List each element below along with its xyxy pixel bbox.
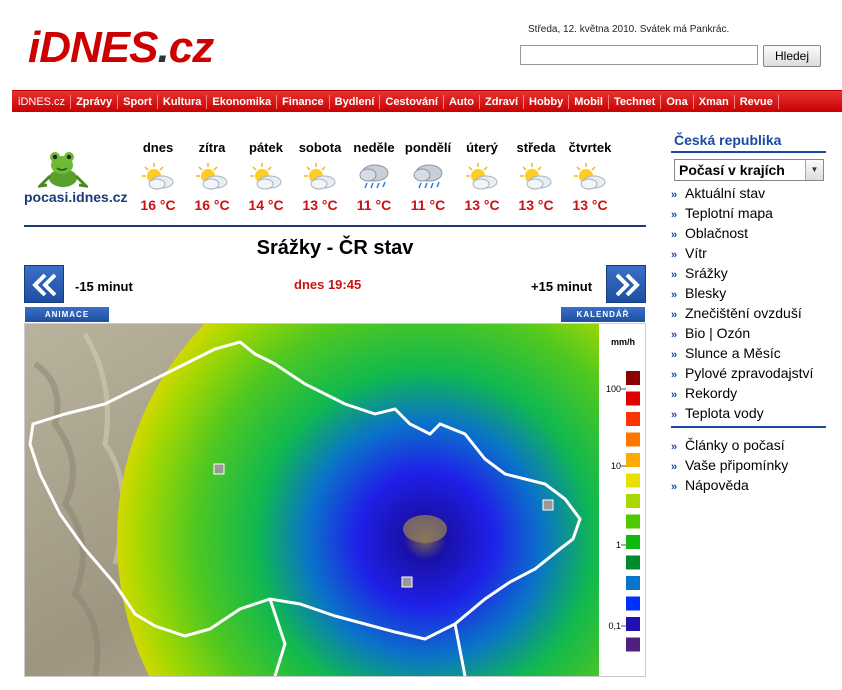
region-select-value: Počasí v krajích bbox=[679, 162, 785, 178]
sidebar-link-label: Znečištění ovzduší bbox=[685, 305, 802, 321]
forecast-day-0[interactable] bbox=[128, 140, 188, 213]
legend-swatch bbox=[626, 392, 640, 406]
dateline: Středa, 12. května 2010. Svátek má Pankrác. bbox=[528, 24, 730, 35]
prev-15-label[interactable]: -15 minut bbox=[75, 279, 133, 294]
double-chevron-right-icon: » bbox=[671, 409, 678, 421]
nav-item-7[interactable]: Cestování bbox=[380, 95, 444, 109]
double-chevron-right-icon: » bbox=[671, 209, 678, 221]
double-chevron-left-icon bbox=[25, 266, 65, 304]
sidebar-link-1[interactable] bbox=[671, 455, 788, 475]
partly-sunny-icon bbox=[303, 161, 337, 191]
legend-swatch bbox=[626, 412, 640, 426]
sidebar-link-label: Vítr bbox=[685, 245, 707, 261]
forecast-day-name: pátek bbox=[249, 140, 283, 155]
legend-swatch bbox=[626, 597, 640, 611]
forecast-temp: 11 °C bbox=[410, 197, 446, 213]
sidebar-link-0[interactable] bbox=[671, 183, 813, 203]
nav-item-4[interactable]: Ekonomika bbox=[207, 95, 277, 109]
legend-swatch bbox=[626, 371, 640, 385]
current-time-label: dnes 19:45 bbox=[294, 277, 362, 292]
sidebar-link-label: Vaše připomínky bbox=[685, 457, 789, 473]
brand-domain: .idnes bbox=[68, 189, 109, 205]
logo-cz: cz bbox=[168, 23, 214, 72]
forecast-temp: 13 °C bbox=[302, 197, 338, 213]
legend-swatch bbox=[626, 617, 640, 631]
nav-item-15[interactable]: Revue bbox=[735, 95, 779, 109]
forecast-divider bbox=[24, 225, 646, 227]
legend-tick-label: 1 bbox=[615, 540, 621, 550]
brand-name: pocasi bbox=[24, 189, 69, 205]
forecast-day-2[interactable] bbox=[236, 140, 296, 213]
forecast-day-name: středa bbox=[516, 140, 556, 155]
forecast-day-name: dnes bbox=[142, 140, 174, 155]
nav-item-12[interactable]: Technet bbox=[609, 95, 661, 109]
sidebar-link-6[interactable] bbox=[671, 303, 813, 323]
forecast-temp: 11 °C bbox=[356, 197, 392, 213]
brand-tld: .cz bbox=[108, 189, 128, 205]
nav-item-11[interactable]: Mobil bbox=[569, 95, 609, 109]
double-chevron-right-icon: » bbox=[671, 309, 678, 321]
sidebar-link-label: Teplota vody bbox=[685, 405, 764, 421]
forecast-day-name: úterý bbox=[466, 140, 498, 155]
rain-cloud-icon bbox=[357, 161, 391, 191]
forecast-day-7[interactable] bbox=[506, 140, 566, 213]
sidebar-link-label: Blesky bbox=[685, 285, 727, 301]
search-button[interactable]: Hledej bbox=[763, 45, 821, 67]
sidebar-link-label: Rekordy bbox=[685, 385, 738, 401]
double-chevron-right-icon: » bbox=[671, 369, 678, 381]
double-chevron-right-icon: » bbox=[671, 269, 678, 281]
legend-unit-label: mm/h bbox=[610, 337, 636, 347]
legend-swatch bbox=[626, 556, 640, 570]
forecast-temp: 13 °C bbox=[518, 197, 554, 213]
sidebar-link-0[interactable] bbox=[671, 435, 788, 455]
sidebar-link-9[interactable] bbox=[671, 363, 813, 383]
sidebar-link-label: Slunce a Měsíc bbox=[685, 345, 781, 361]
legend-tick-label: 10 bbox=[610, 461, 621, 471]
search-input[interactable] bbox=[520, 45, 758, 65]
legend-swatch bbox=[626, 576, 640, 590]
sidebar-link-label: Bio | Ozón bbox=[685, 325, 751, 341]
forecast-temp: 16 °C bbox=[194, 197, 230, 213]
nav-item-3[interactable]: Kultura bbox=[158, 95, 208, 109]
partly-sunny-icon bbox=[141, 161, 175, 191]
nav-item-0[interactable]: iDNES.cz bbox=[12, 95, 71, 109]
prev-arrow-button[interactable] bbox=[24, 265, 64, 303]
sidebar-link-5[interactable] bbox=[671, 283, 813, 303]
legend-swatch bbox=[626, 453, 640, 467]
sidebar-link-label: Teplotní mapa bbox=[685, 205, 773, 221]
sidebar-link-1[interactable] bbox=[671, 203, 813, 223]
sidebar-link-3[interactable] bbox=[671, 243, 813, 263]
region-select[interactable] bbox=[674, 159, 824, 181]
forecast-day-name: zítra bbox=[198, 140, 226, 155]
sidebar-links-secondary bbox=[671, 435, 788, 495]
chevron-down-icon[interactable]: ▼ bbox=[805, 160, 823, 180]
sidebar-link-label: Články o počasí bbox=[685, 437, 785, 453]
sidebar-link-7[interactable] bbox=[671, 323, 813, 343]
forecast-day-4[interactable] bbox=[344, 140, 404, 213]
legend-swatch bbox=[626, 535, 640, 549]
rain-cloud-icon bbox=[411, 161, 445, 191]
sidebar-link-label: Nápověda bbox=[685, 477, 749, 493]
next-15-label[interactable]: +15 minut bbox=[531, 279, 593, 294]
double-chevron-right-icon: » bbox=[671, 441, 678, 453]
double-chevron-right-icon: » bbox=[671, 349, 678, 361]
sidebar-link-10[interactable] bbox=[671, 383, 813, 403]
brand-text bbox=[24, 189, 128, 205]
double-chevron-right-icon: » bbox=[671, 249, 678, 261]
partly-sunny-icon bbox=[573, 161, 607, 191]
forecast-temp: 13 °C bbox=[572, 197, 608, 213]
sidebar-title[interactable]: Česká republika bbox=[674, 132, 782, 148]
double-chevron-right-icon: » bbox=[671, 461, 678, 473]
nav-item-9[interactable]: Zdraví bbox=[480, 95, 524, 109]
partly-sunny-icon bbox=[249, 161, 283, 191]
sidebar-link-label: Aktuální stav bbox=[685, 185, 766, 201]
legend-tick-label: 100 bbox=[605, 384, 621, 394]
sidebar-link-8[interactable] bbox=[671, 343, 813, 363]
sidebar-divider-middle bbox=[671, 426, 826, 428]
forecast-day-6[interactable] bbox=[452, 140, 512, 213]
sidebar-link-2[interactable] bbox=[671, 223, 813, 243]
radar-map[interactable] bbox=[24, 323, 646, 677]
forecast-temp: 14 °C bbox=[248, 197, 284, 213]
main-nav bbox=[12, 90, 842, 112]
nav-item-5[interactable]: Finance bbox=[277, 95, 330, 109]
forecast-temp: 16 °C bbox=[140, 197, 176, 213]
partly-sunny-icon bbox=[519, 161, 553, 191]
legend-swatch bbox=[626, 494, 640, 508]
logo-dnes: DNES bbox=[39, 23, 158, 72]
double-chevron-right-icon: » bbox=[671, 481, 678, 493]
radar-title: Srážky - ČR stav bbox=[256, 237, 414, 259]
legend-swatch bbox=[626, 515, 640, 529]
double-chevron-right-icon: » bbox=[671, 189, 678, 201]
forecast-day-3[interactable] bbox=[290, 140, 350, 213]
double-chevron-right-icon: » bbox=[671, 389, 678, 401]
forecast-day-8[interactable] bbox=[560, 140, 620, 213]
sidebar-link-label: Oblačnost bbox=[685, 225, 749, 241]
forecast-day-1[interactable] bbox=[182, 140, 242, 213]
idnes-logo[interactable] bbox=[28, 24, 213, 72]
sidebar-link-2[interactable] bbox=[671, 475, 788, 495]
nav-item-14[interactable]: Xman bbox=[694, 95, 735, 109]
radar-image bbox=[25, 324, 645, 676]
next-arrow-button[interactable] bbox=[606, 265, 646, 303]
forecast-temp: 13 °C bbox=[464, 197, 500, 213]
pocasi-logo[interactable] bbox=[24, 148, 139, 210]
forecast-day-5[interactable] bbox=[398, 140, 458, 213]
logo-dot: . bbox=[157, 23, 169, 72]
sidebar-links bbox=[671, 183, 813, 423]
sidebar-link-11[interactable] bbox=[671, 403, 813, 423]
forecast-day-name: čtvrtek bbox=[568, 140, 612, 155]
legend-tick-label: 0,1 bbox=[608, 621, 621, 631]
double-chevron-right-icon: » bbox=[671, 229, 678, 241]
nav-item-6[interactable]: Bydlení bbox=[330, 95, 381, 109]
logo-i: i bbox=[28, 23, 40, 72]
legend-swatch bbox=[626, 474, 640, 488]
nav-item-8[interactable]: Auto bbox=[444, 95, 480, 109]
forecast-day-name: pondělí bbox=[404, 140, 452, 155]
nav-item-13[interactable]: Ona bbox=[661, 95, 693, 109]
nav-item-1[interactable]: Zprávy bbox=[71, 95, 118, 109]
double-chevron-right-icon: » bbox=[671, 329, 678, 341]
forecast-day-name: sobota bbox=[298, 140, 342, 155]
animation-tab[interactable]: ANIMACE bbox=[25, 307, 109, 322]
legend-swatch bbox=[626, 638, 640, 652]
double-chevron-right-icon: » bbox=[671, 289, 678, 301]
forecast-day-name: neděle bbox=[353, 140, 395, 155]
sidebar-link-label: Pylové zpravodajství bbox=[685, 365, 814, 381]
partly-sunny-icon bbox=[195, 161, 229, 191]
double-chevron-right-icon bbox=[607, 266, 647, 304]
sidebar-divider-top bbox=[671, 151, 826, 153]
nav-item-2[interactable]: Sport bbox=[118, 95, 158, 109]
partly-sunny-icon bbox=[465, 161, 499, 191]
frog-icon bbox=[38, 148, 88, 190]
sidebar-link-label: Srážky bbox=[685, 265, 728, 281]
nav-item-10[interactable]: Hobby bbox=[524, 95, 569, 109]
sidebar-link-4[interactable] bbox=[671, 263, 813, 283]
calendar-tab[interactable]: KALENDÁŘ bbox=[561, 307, 645, 322]
legend-swatch bbox=[626, 433, 640, 447]
